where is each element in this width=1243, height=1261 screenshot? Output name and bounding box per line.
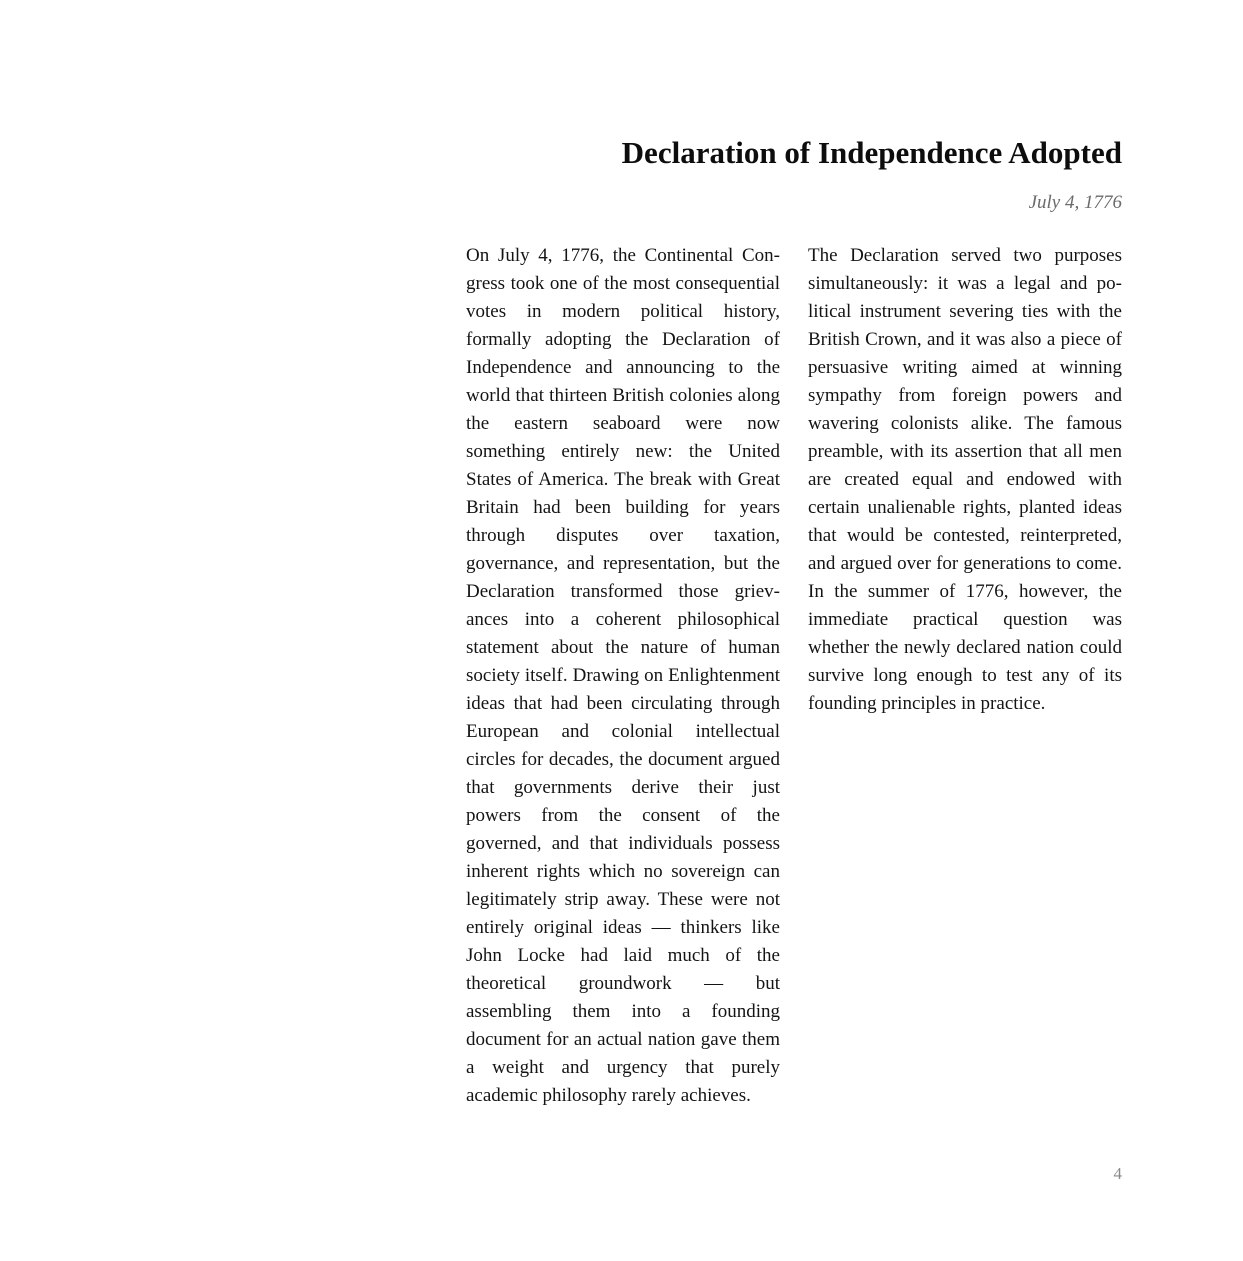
page-number: 4 <box>1113 1164 1122 1183</box>
paragraph-right-column: The Declaration served two purposes simultaneously: it was a legal and political instrument severing ties with the British Crown, and it was also a piece of persuasive writing aimed at winning sympathy from foreign powers and wavering colonists alike. The famous preamble, with its assertion that all men are created equal and endowed with certain unalienable rights, planted ideas that would be contested, reinterpreted, and argued over for generations to come. In the summer of 1776, however, the immediate practical question was whether the newly declared nation could survive long enough to test any of its founding principles in practice. <box>808 245 1122 714</box>
article-title: Declaration of Independence Adopted <box>621 135 1122 170</box>
article-date: July 4, 1776 <box>1028 192 1122 213</box>
paragraph-left-column: On July 4, 1776, the Continental Congress took one of the most consequential votes in modern political history, formally adopting the Declaration of Independence and announcing to the world that thirteen British colonies along the eastern seaboard were now something entirely new: the United States of America. The break with Great Britain had been building for years through disputes over taxation, governance, and representation, but the Declaration transformed those grievances into a coherent philosophical statement about the nature of human society itself. Drawing on Enlightenment ideas that had been circulating through European and colonial intellectual circles for decades, the document argued that governments derive their just powers from the consent of the governed, and that individuals possess inherent rights which no sovereign can legitimately strip away. These were not entirely original ideas — thinkers like John Locke had laid much of the theoretical groundwork — but assembling them into a founding document for an actual nation gave them a weight and urgency that purely academic philosophy rarely achieves. <box>466 245 780 1106</box>
